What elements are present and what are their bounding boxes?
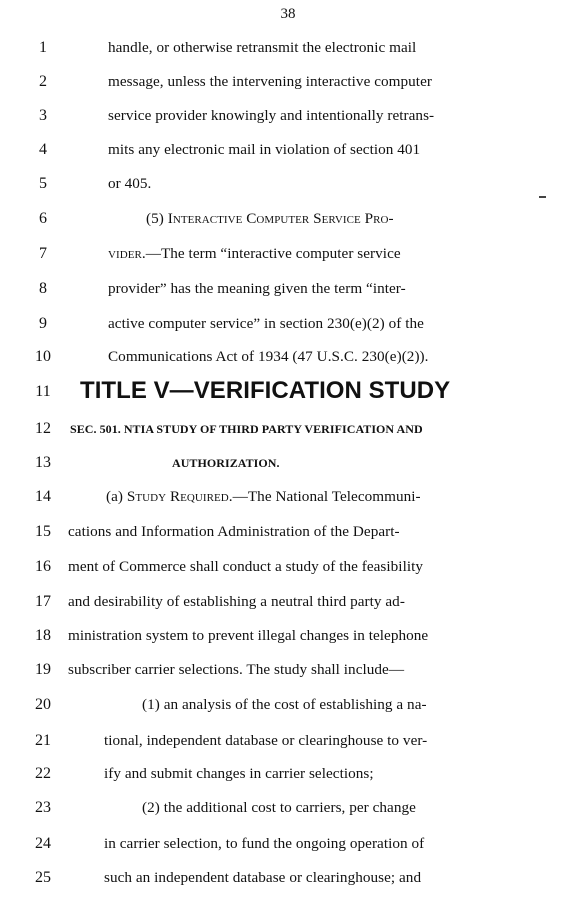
document-line	[0, 376, 576, 406]
line-text: or 405.	[108, 175, 152, 192]
line-number: 18	[35, 627, 51, 644]
line-number: 16	[35, 558, 51, 575]
document-line	[0, 832, 576, 856]
document-line	[0, 104, 576, 128]
line-text	[106, 485, 421, 509]
line-body: .—The term “interactive computer service	[141, 245, 401, 262]
document-line	[0, 451, 576, 475]
section-heading: SEC. 501. NTIA STUDY OF THIRD PARTY VERIFICATION AND	[70, 422, 423, 436]
document-line	[0, 242, 576, 266]
document-line	[0, 762, 576, 786]
document-line	[0, 520, 576, 544]
document-line	[0, 312, 576, 336]
line-number: 25	[35, 869, 51, 886]
line-number: 2	[39, 73, 47, 90]
line-text: ministration system to prevent illegal changes in telephone	[68, 627, 429, 644]
line-text: handle, or otherwise retransmit the electronic mail	[108, 39, 417, 56]
line-number: 9	[39, 315, 47, 332]
line-text: message, unless the intervening interactive computer	[108, 73, 432, 90]
line-number: 3	[39, 107, 47, 124]
document-line	[0, 590, 576, 614]
line-text: ment of Commerce shall conduct a study of the feasibility	[68, 558, 424, 575]
line-number: 5	[39, 175, 47, 192]
paragraph-heading: Study Required	[126, 488, 229, 505]
line-text: service provider knowingly and intentionally retrans-	[108, 107, 435, 124]
line-text: in carrier selection, to fund the ongoing operation of	[104, 835, 425, 852]
line-number: 10	[35, 348, 51, 365]
document-line	[0, 417, 576, 441]
line-text: subscriber carrier selections. The study shall include—	[68, 661, 405, 678]
title-heading: TITLE V—VERIFICATION STUDY	[80, 377, 451, 404]
line-text: cations and Information Administration of the Depart-	[68, 523, 400, 540]
line-number: 21	[35, 732, 51, 749]
line-number: 13	[35, 454, 51, 471]
paragraph-designator: (5)	[146, 210, 168, 227]
line-number: 19	[35, 661, 51, 678]
section-heading-continued: AUTHORIZATION.	[172, 456, 280, 470]
line-number: 17	[35, 593, 51, 610]
document-line	[0, 138, 576, 162]
line-number: 1	[39, 39, 47, 56]
document-line	[0, 345, 576, 369]
document-line	[0, 624, 576, 648]
line-number: 4	[39, 141, 47, 158]
line-text: ify and submit changes in carrier selections;	[104, 765, 374, 782]
line-number: 12	[35, 420, 51, 437]
line-number: 23	[35, 799, 51, 816]
line-text: tional, independent database or clearinghouse to ver-	[104, 732, 428, 749]
line-number: 24	[35, 835, 51, 852]
document-line	[0, 277, 576, 301]
line-text: (1) an analysis of the cost of establishing a na-	[142, 696, 427, 713]
line-text: such an independent database or clearinghouse; and	[104, 869, 422, 886]
line-body: .—The National Telecommuni-	[228, 488, 421, 505]
line-text	[146, 207, 394, 231]
line-text: provider” has the meaning given the term “inter-	[108, 280, 406, 297]
document-line	[0, 172, 576, 196]
line-text	[108, 242, 401, 266]
line-number: 14	[35, 488, 51, 505]
line-text: Communications Act of 1934 (47 U.S.C. 230(e)(2)).	[108, 348, 429, 365]
page-number: 38	[280, 6, 296, 22]
document-line	[0, 658, 576, 682]
line-number: 8	[39, 280, 47, 297]
document-line	[0, 70, 576, 94]
document-line	[0, 693, 576, 717]
line-number: 7	[39, 245, 47, 262]
line-number: 22	[35, 765, 51, 782]
document-line	[0, 729, 576, 753]
document-line	[0, 555, 576, 579]
paragraph-heading: vider	[108, 245, 142, 262]
line-text: (2) the additional cost to carriers, per change	[142, 799, 416, 816]
line-number: 6	[39, 210, 47, 227]
document-line	[0, 866, 576, 890]
margin-mark	[539, 196, 546, 198]
paragraph-heading: Interactive Computer Service Pro-	[167, 210, 394, 227]
paragraph-designator: (a)	[106, 488, 127, 505]
line-number: 15	[35, 523, 51, 540]
line-text: and desirability of establishing a neutral third party ad-	[68, 593, 405, 610]
document-line	[0, 36, 576, 60]
document-line	[0, 207, 576, 231]
line-text: active computer service” in section 230(e)(2) of the	[108, 315, 424, 332]
line-number: 11	[35, 383, 51, 400]
document-line	[0, 485, 576, 509]
line-number: 20	[35, 696, 51, 713]
line-text: mits any electronic mail in violation of section 401	[108, 141, 421, 158]
document-line	[0, 796, 576, 820]
